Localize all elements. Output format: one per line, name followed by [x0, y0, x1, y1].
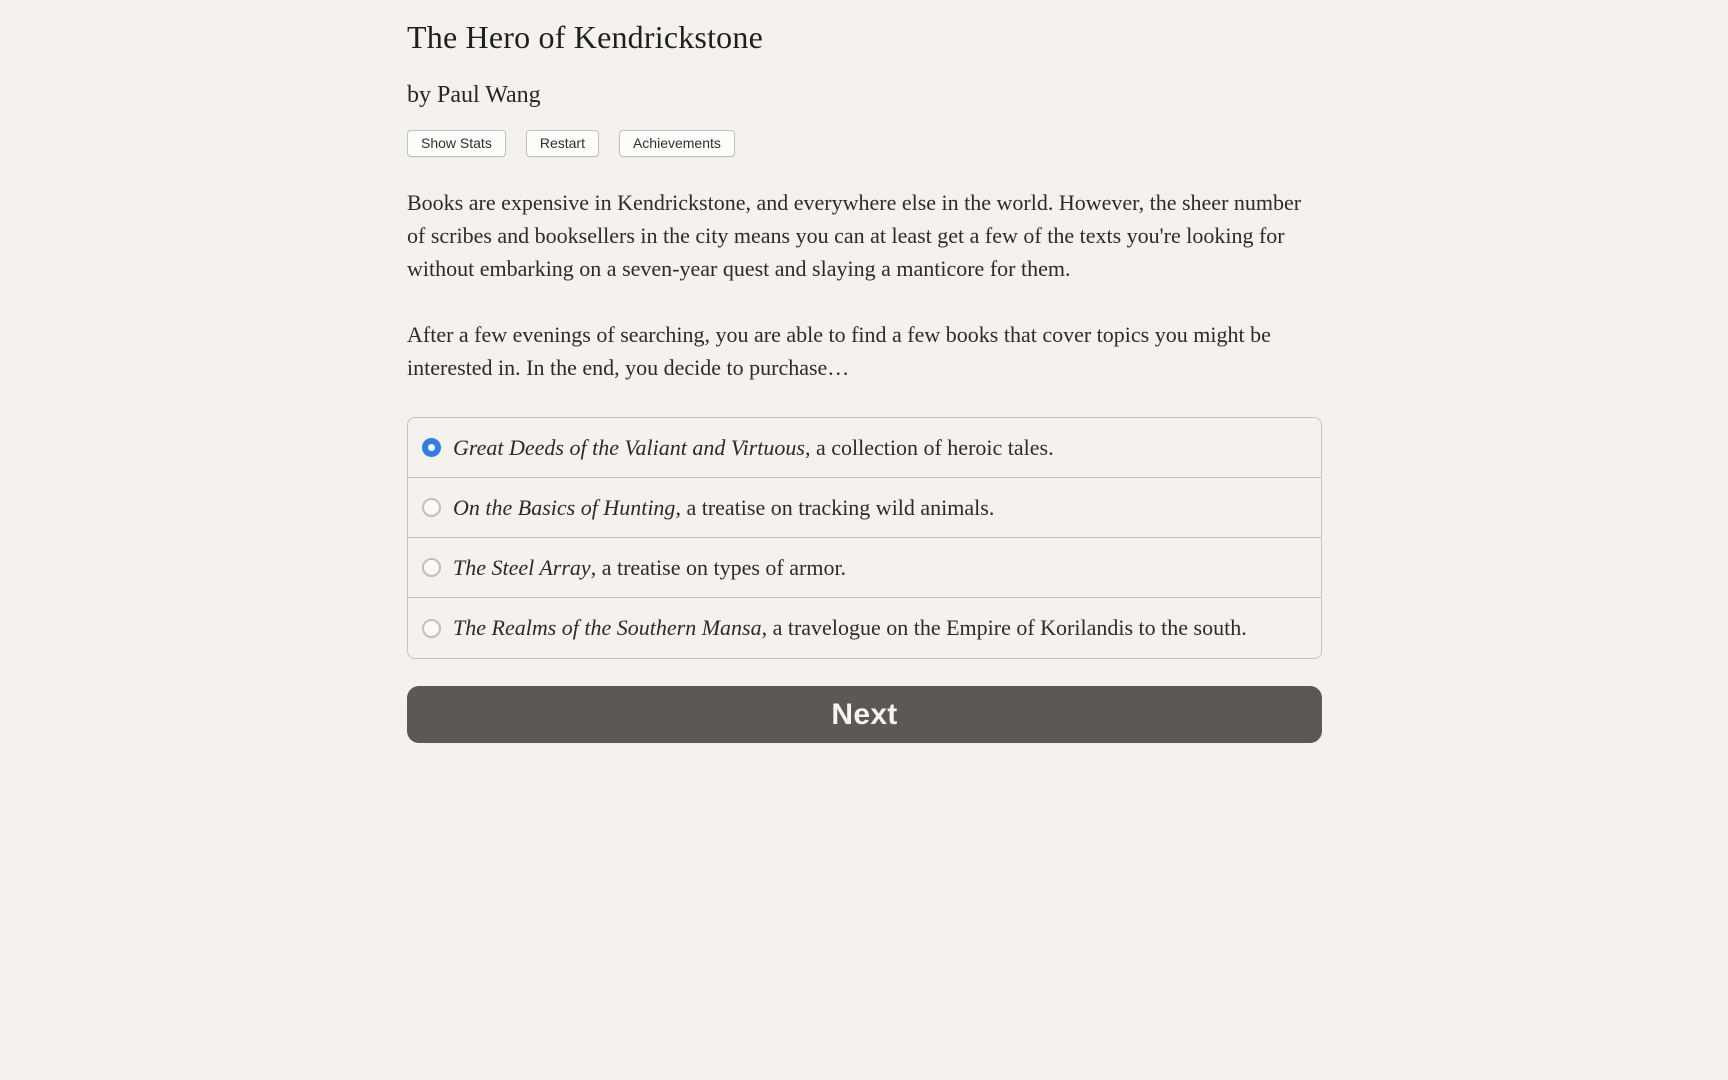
- radio-button-icon[interactable]: [422, 558, 441, 577]
- story-paragraph: Books are expensive in Kendrickstone, and everywhere else in the world. However, the sheer number of scribes and booksellers in the city means you can at least get a few of the texts you're looking for without embarking on a seven-year quest and slaying a manticore for them.: [407, 190, 1302, 281]
- choice-option-4[interactable]: [408, 598, 1321, 658]
- choice-label: The Realms of the Southern Mansa, a travelogue on the Empire of Korilandis to the south.: [453, 615, 1247, 640]
- next-button[interactable]: Next: [407, 686, 1322, 743]
- choice-option-2[interactable]: [408, 478, 1321, 538]
- game-author: by Paul Wang: [407, 82, 541, 108]
- restart-button[interactable]: Restart: [526, 130, 599, 157]
- story-text: [407, 186, 1322, 384]
- story-column: [407, 0, 1322, 743]
- achievements-button[interactable]: Achievements: [619, 130, 735, 157]
- radio-button-icon[interactable]: [422, 498, 441, 517]
- show-stats-button[interactable]: Show Stats: [407, 130, 506, 157]
- story-paragraph: After a few evenings of searching, you are able to find a few books that cover topics you might be interested in. In the end, you decide to purchase…: [407, 322, 1271, 380]
- choice-option-3[interactable]: [408, 538, 1321, 598]
- radio-button-icon[interactable]: [422, 619, 441, 638]
- choice-label: The Steel Array, a treatise on types of armor.: [453, 554, 847, 580]
- radio-button-icon[interactable]: [422, 438, 441, 457]
- choice-label: Great Deeds of the Valiant and Virtuous, a collection of heroic tales.: [453, 434, 1054, 460]
- choice-label: On the Basics of Hunting, a treatise on tracking wild animals.: [453, 494, 995, 520]
- game-title: The Hero of Kendrickstone: [407, 19, 763, 55]
- choice-option-1[interactable]: [408, 418, 1321, 478]
- choice-group: [407, 417, 1322, 659]
- toolbar: [407, 130, 1322, 157]
